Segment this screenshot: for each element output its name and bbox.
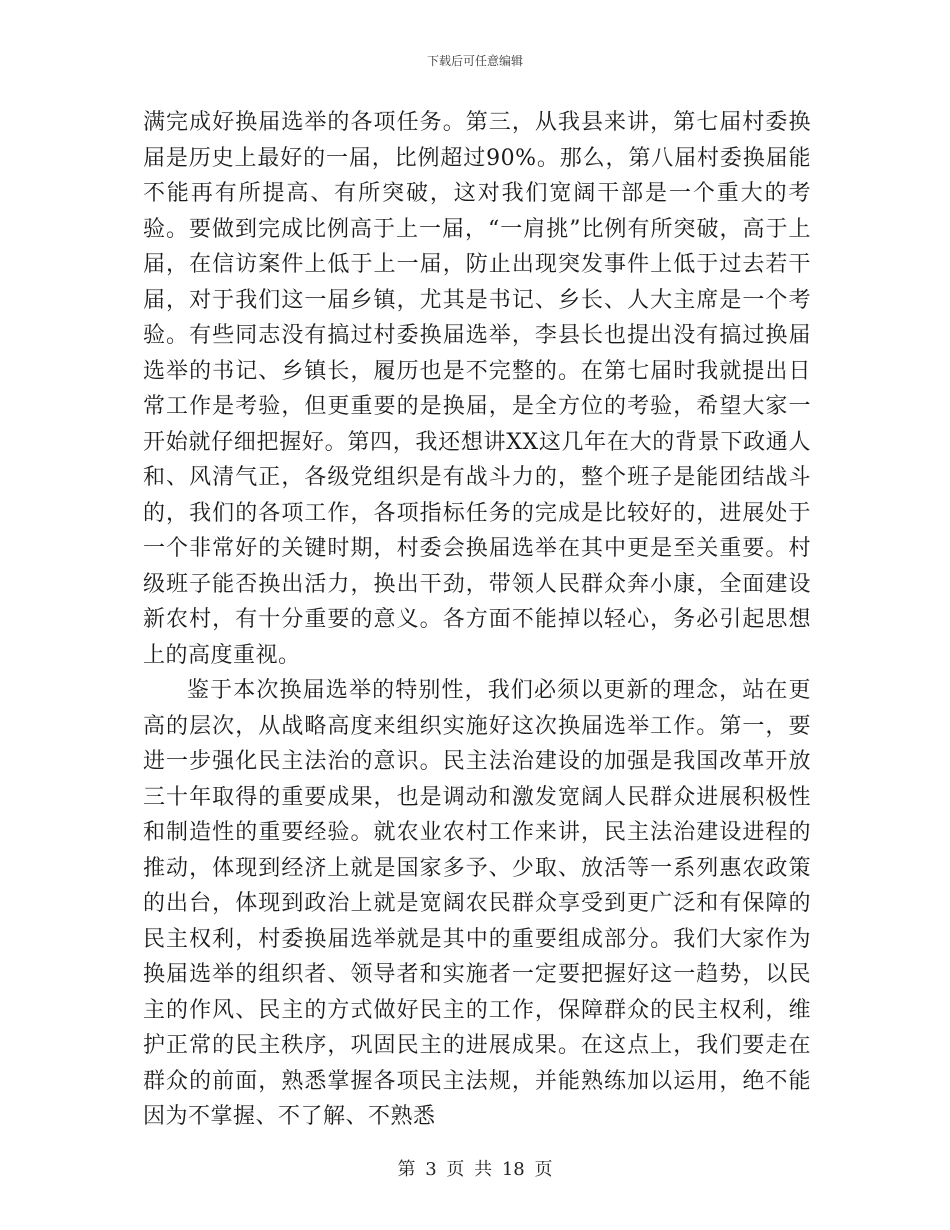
paragraph: 鉴于本次换届选举的特别性，我们必须以更新的理念，站在更高的层次，从战略高度来组织实施好这次换届选举工作。第一，要进一步强化民主法治的意识。民主法治建设的加强是我国改革开放三十年取得的重要成果，也是调动和激发宽阔人民群众进展积极性和制造性的重要经验。就农业农村工作来讲，民主法治建设进程的推动，体现到经济上就是国家多予、少取、放活等一系列惠农政策的出台，体现到政治上就是宽阔农民群众享受到更广泛和有保障的民主权利，村委换届选举就是其中的重要组成部分。我们大家作为换届选举的组织者、领导者和实施者一定要把握好这一趋势，以民主的作风、民主的方式做好民主的工作，保障群众的民主权利，维护正常的民主秩序，巩固民主的进展成果。在这点上，我们要走在群众的前面，熟悉掌握各项民主法规，并能熟练加以运用，绝不能因为不掌握、不了解、不熟悉 [143, 678, 811, 1129]
page-number: 第 3 页 共 18 页 [397, 1159, 553, 1180]
document-body [143, 105, 811, 1135]
page-header-note: 下载后可任意编辑 [426, 54, 523, 68]
paragraph-continued: 满完成好换届选举的各项任务。第三，从我县来讲，第七届村委换届是历史上最好的一届，比例超过90%。那么，第八届村委换届能不能再有所提高、有所突破，这对我们宽阔干部是一个重大的考验。要做到完成比例高于上一届，“一肩挑”比例有所突破，高于上届，在信访案件上低于上一届，防止出现突发事件上低于过去若干届，对于我们这一届乡镇，尤其是书记、乡长、人大主席是一个考验。有些同志没有搞过村委换届选举，李县长也提出没有搞过换届选举的书记、乡镇长，履历也是不完整的。在第七届时我就提出日常工作是考验，但更重要的是换届，是全方位的考验，希望大家一开始就仔细把握好。第四，我还想讲XX这几年在大的背景下政通人和、风清气正，各级党组织是有战斗力的，整个班子是能团结战斗的，我们的各项工作，各项指标任务的完成是比较好的，进展处于一个非常好的关键时期，村委会换届选举在其中更是至关重要。村级班子能否换出活力，换出干劲，带领人民群众奔小康，全面建设新农村，有十分重要的意义。各方面不能掉以轻心，务必引起思想上的高度重视。 [143, 110, 811, 668]
